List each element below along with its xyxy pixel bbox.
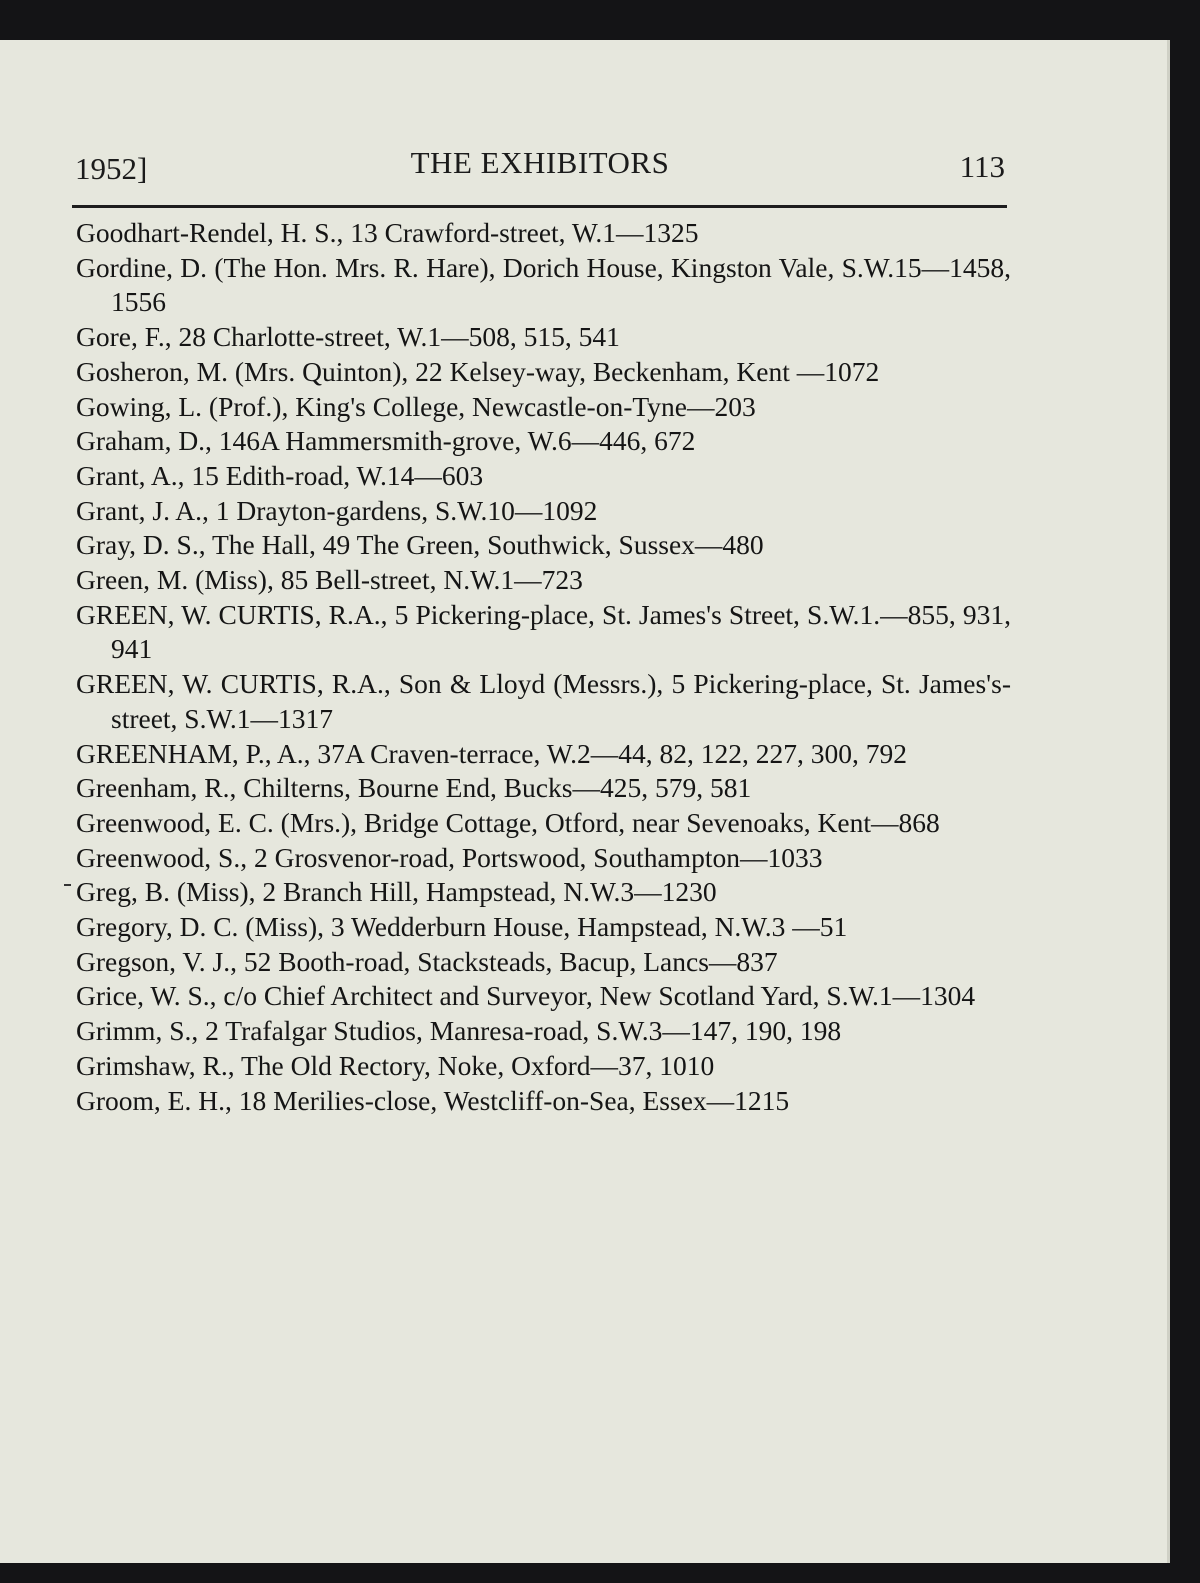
exhibitor-entry: Gowing, L. (Prof.), King's College, Newcastle-on-Tyne—203 <box>76 390 756 422</box>
exhibitor-entry: Greg, B. (Miss), 2 Branch Hill, Hampstead, N.W.3—1230 <box>76 876 717 908</box>
running-head <box>75 143 1005 193</box>
header-year: 1952] <box>75 151 148 186</box>
exhibitor-entry: Grimshaw, R., The Old Rectory, Noke, Oxford—37, 1010 <box>76 1049 715 1081</box>
exhibitor-entry: Gosheron, M. (Mrs. Quinton), 22 Kelsey-way, Beckenham, Kent —1072 <box>76 355 880 387</box>
margin-mark <box>64 884 71 886</box>
exhibitor-entry: Green, M. (Miss), 85 Bell-street, N.W.1—723 <box>76 564 583 596</box>
exhibitor-entry: Grice, W. S., c/o Chief Architect and Surveyor, New Scotland Yard, S.W.1—1304 <box>76 980 976 1012</box>
exhibitor-entry: Groom, E. H., 18 Merilies-close, Westcliff-on-Sea, Essex—1215 <box>76 1084 790 1116</box>
exhibitor-list <box>76 216 1011 1118</box>
book-page <box>0 40 1170 1563</box>
exhibitor-entry: Gordine, D. (The Hon. Mrs. R. Hare), Dorich House, Kingston Vale, S.W.15—1458, 1556 <box>76 251 1011 318</box>
exhibitor-entry: Grant, A., 15 Edith-road, W.14—603 <box>76 459 484 491</box>
exhibitor-entry: Graham, D., 146A Hammersmith-grove, W.6—446, 672 <box>76 425 696 457</box>
exhibitor-entry: Gore, F., 28 Charlotte-street, W.1—508, 515, 541 <box>76 321 620 353</box>
exhibitor-entry: Greenham, R., Chilterns, Bourne End, Bucks—425, 579, 581 <box>76 772 752 804</box>
page-title: THE EXHIBITORS <box>410 145 670 180</box>
exhibitor-entry: Goodhart-Rendel, H. S., 13 Crawford-street, W.1—1325 <box>76 217 699 248</box>
exhibitor-entry: Grimm, S., 2 Trafalgar Studios, Manresa-road, S.W.3—147, 190, 198 <box>76 1015 842 1047</box>
exhibitor-entry: Gray, D. S., The Hall, 49 The Green, Southwick, Sussex—480 <box>76 529 764 561</box>
exhibitor-entry: GREENHAM, P., A., 37A Craven-terrace, W.2—44, 82, 122, 227, 300, 792 <box>76 737 908 769</box>
exhibitor-entry: Grant, J. A., 1 Drayton-gardens, S.W.10—1092 <box>76 494 598 526</box>
exhibitor-entry: Gregson, V. J., 52 Booth-road, Stacksteads, Bacup, Lancs—837 <box>76 945 778 977</box>
exhibitor-entry: Gregory, D. C. (Miss), 3 Wedderburn House, Hampstead, N.W.3 —51 <box>76 911 848 943</box>
exhibitor-entry: GREEN, W. CURTIS, R.A., Son & Lloyd (Messrs.), 5 Pickering-place, St. James's-street, S.W.1—1317 <box>76 668 1011 734</box>
exhibitor-entry: GREEN, W. CURTIS, R.A., 5 Pickering-place, St. James's Street, S.W.1.—855, 931, 941 <box>76 598 1011 665</box>
header-rule <box>72 205 1007 208</box>
exhibitor-entry: Greenwood, E. C. (Mrs.), Bridge Cottage, Otford, near Sevenoaks, Kent—868 <box>76 806 940 838</box>
page-number: 113 <box>959 149 1005 184</box>
exhibitor-entry: Greenwood, S., 2 Grosvenor-road, Portswood, Southampton—1033 <box>76 841 823 873</box>
